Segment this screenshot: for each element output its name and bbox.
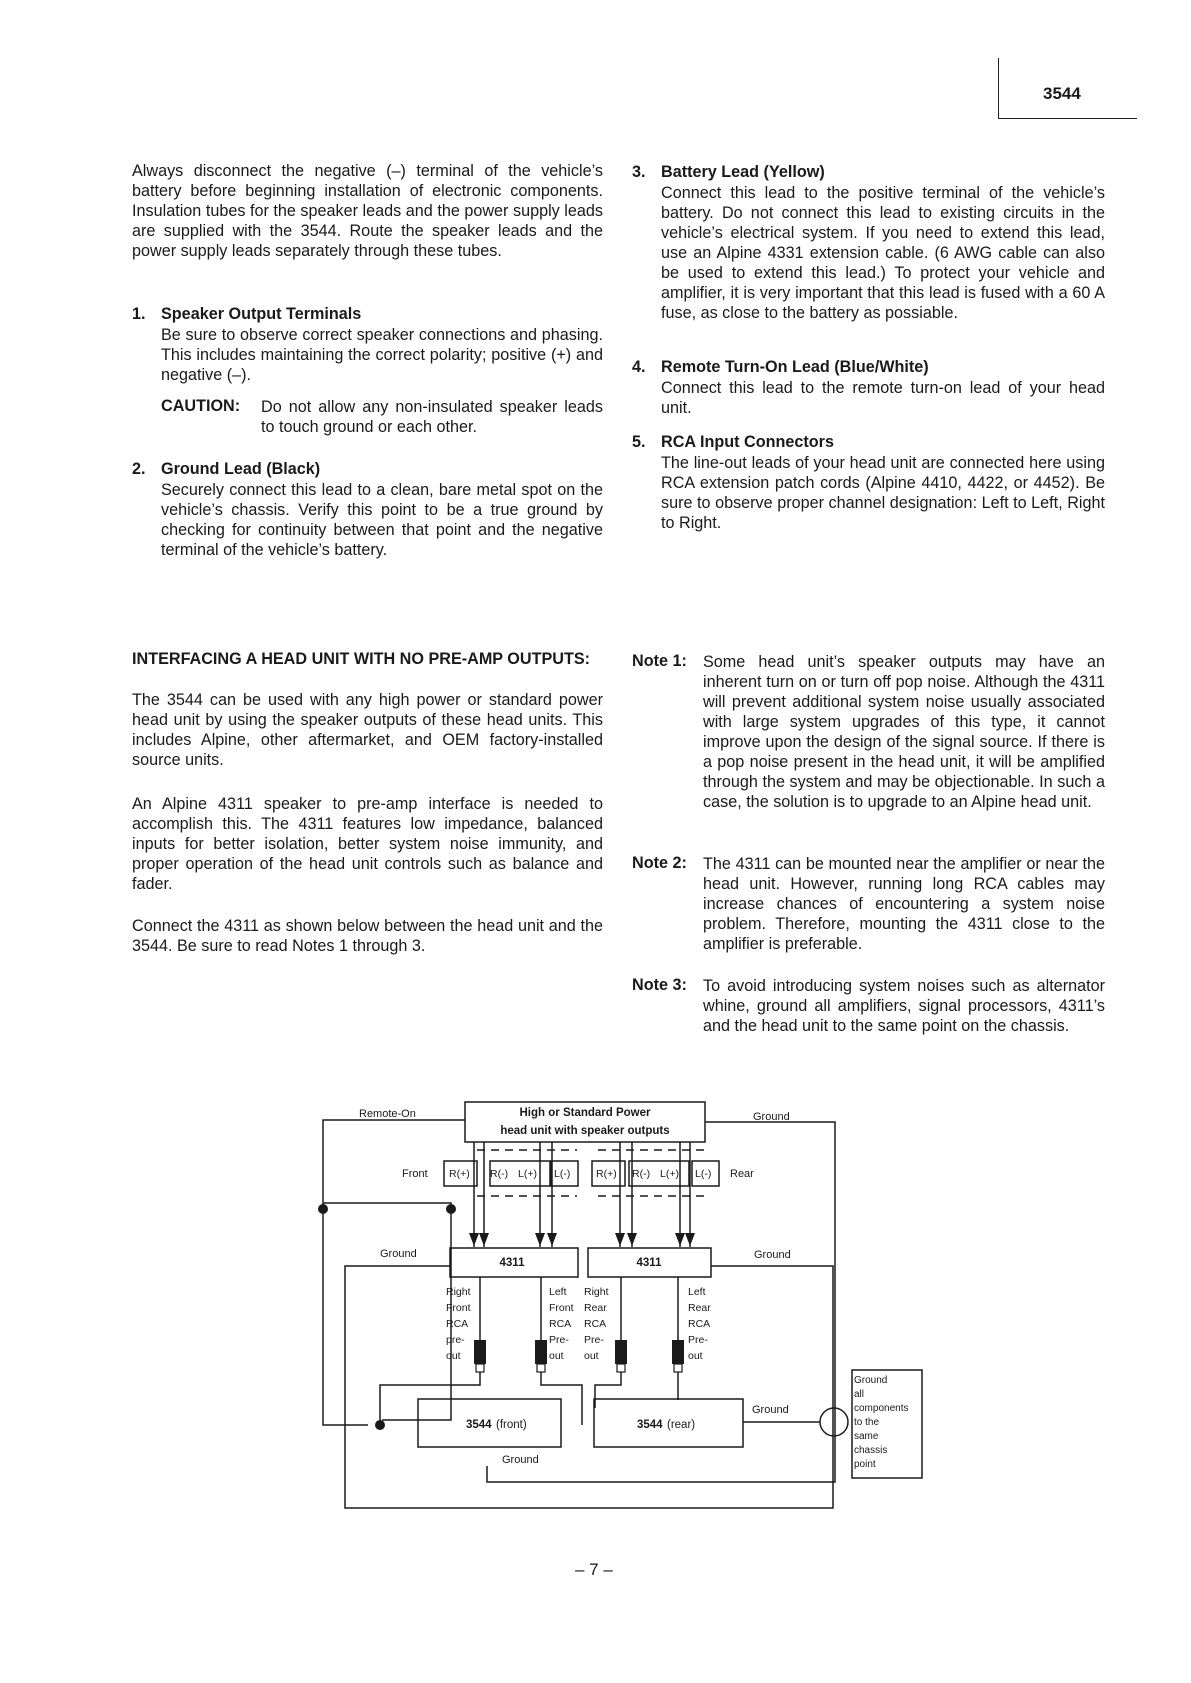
- rca-label: RCA: [688, 1318, 711, 1330]
- rca-label: Front: [446, 1302, 471, 1314]
- rca-label: Right: [446, 1286, 471, 1298]
- front-label: Front: [402, 1168, 428, 1180]
- item-title: Ground Lead (Black): [161, 460, 321, 478]
- terminal-label: L(+): [660, 1168, 679, 1180]
- ground-note-line: components: [854, 1403, 909, 1414]
- head-unit-label-line2: head unit with speaker outputs: [500, 1125, 670, 1137]
- ground-note-line: point: [854, 1459, 876, 1470]
- note-text: To avoid introducing system noises such as alternator whine, ground all amplifiers, signal processors, 4311’s and the head unit to the same point on the chassis.: [703, 977, 1105, 1035]
- rca-label: Right: [584, 1286, 609, 1298]
- item-number: 3.: [632, 163, 646, 181]
- item-body: Securely connect this lead to a clean, bare metal spot on the vehicle’s chassis. Verify this point to be a true ground by checking for continuity between that point and the negative terminal of the vehicle’s battery.: [161, 481, 603, 559]
- page-number: – 7 –: [575, 1560, 613, 1579]
- terminal-label: L(-): [554, 1168, 571, 1180]
- terminal-label: R(+): [449, 1168, 470, 1180]
- note-label: Note 3:: [632, 976, 687, 994]
- section-heading: INTERFACING A HEAD UNIT WITH NO PRE-AMP OUTPUTS:: [132, 650, 591, 668]
- rca-label: Pre-: [584, 1334, 604, 1346]
- rca-label: Rear: [584, 1302, 607, 1314]
- rca-label: Pre-: [549, 1334, 569, 1346]
- terminal-label: R(+): [596, 1168, 617, 1180]
- ground-label: Ground: [752, 1404, 789, 1416]
- rca-label: Left: [688, 1286, 706, 1298]
- rca-label: pre-: [446, 1334, 465, 1346]
- intro-paragraph: Always disconnect the negative (–) terminal of the vehicle’s battery before beginning installation of electronic components. Insulation tubes for the speaker leads and the power supply leads are supplied with the 3544. Route the speaker leads and the power supply leads separately through these tubes.: [132, 162, 603, 260]
- ground-label: Ground: [754, 1249, 791, 1261]
- section-paragraph: An Alpine 4311 speaker to pre-amp interface is needed to accomplish this. The 4311 features low impedance, balanced inputs for better isolation, better system noise immunity, and proper operation of the head unit controls such as balance and fader.: [132, 795, 603, 893]
- section-paragraph: The 3544 can be used with any high power or standard power head unit by using the speaker outputs of these head units. This includes Alpine, other aftermarket, and OEM factory-installed source units.: [132, 691, 603, 769]
- section-paragraph: Connect the 4311 as shown below between the head unit and the 3544. Be sure to read Notes 1 through 3.: [132, 917, 603, 955]
- terminal-label: L(-): [695, 1168, 712, 1180]
- rca-label: RCA: [549, 1318, 572, 1330]
- rca-label: Left: [549, 1286, 567, 1298]
- note-label: Note 2:: [632, 854, 687, 872]
- remote-branch: [323, 1203, 451, 1420]
- rca-label: out: [446, 1350, 461, 1362]
- note-label: Note 1:: [632, 652, 687, 670]
- item-title: Speaker Output Terminals: [161, 305, 362, 323]
- rca-label: RCA: [584, 1318, 607, 1330]
- rca-label: out: [584, 1350, 599, 1362]
- interface-label: 4311: [499, 1257, 525, 1269]
- ground-note-line: to the: [854, 1417, 880, 1428]
- rca-label: out: [549, 1350, 564, 1362]
- caution-text: Do not allow any non-insulated speaker leads to touch ground or each other.: [261, 398, 603, 436]
- ground-label: Ground: [380, 1248, 417, 1260]
- head-unit-label-line1: High or Standard Power: [519, 1107, 651, 1119]
- rca-label: Front: [549, 1302, 574, 1314]
- note-text: Some head unit’s speaker outputs may have an inherent turn on or turn off pop noise. Although the 4311 will prevent additional system noise usually associated with large system upgrades of this type, it cannot improve upon the design of the signal source. If there is a pop noise present in the head unit, it will be amplified through the system and may be objectionable. In such a case, the solution is to upgrade to an Alpine head unit.: [703, 653, 1105, 811]
- caution-label: CAUTION:: [161, 397, 241, 415]
- item-body: Connect this lead to the remote turn-on lead of your head unit.: [661, 379, 1105, 417]
- chassis-ground-point: [820, 1408, 848, 1436]
- terminal-label: R(-): [632, 1168, 651, 1180]
- terminal-label: L(+): [518, 1168, 537, 1180]
- ground-label: Ground: [502, 1454, 539, 1466]
- amp-front-suffix: (front): [496, 1419, 527, 1431]
- amp-front-label: 3544: [466, 1419, 492, 1431]
- item-title: Battery Lead (Yellow): [661, 163, 825, 181]
- ground-note-line: all: [854, 1389, 865, 1400]
- page-tag-number: 3544: [1043, 84, 1081, 103]
- item-number: 2.: [132, 460, 146, 478]
- rca-label: Pre-: [688, 1334, 708, 1346]
- ground-note-line: same: [854, 1431, 879, 1442]
- item-number: 1.: [132, 305, 146, 323]
- ground-label: Ground: [753, 1111, 790, 1123]
- item-body: Be sure to observe correct speaker connections and phasing. This includes maintaining the correct polarity; positive (+) and negative (–).: [161, 326, 603, 384]
- rca-label: RCA: [446, 1318, 469, 1330]
- ground-note-line: Ground: [854, 1375, 888, 1386]
- remote-on-label: Remote-On: [359, 1108, 416, 1120]
- rear-label: Rear: [730, 1168, 754, 1180]
- item-number: 5.: [632, 433, 646, 451]
- amp-rear-label: 3544: [637, 1419, 663, 1431]
- ground-note-line: chassis: [854, 1445, 888, 1456]
- item-body: The line-out leads of your head unit are connected here using RCA extension patch cords (Alpine 4410, 4422, or 4452). Be sure to observe proper channel designation: Left to Left, Right to Right.: [661, 454, 1105, 532]
- note-text: The 4311 can be mounted near the amplifier or near the head unit. However, running long RCA cables may increase chances of encountering a system noise problem. Therefore, mounting the 4311 close to the amplifier is preferable.: [703, 855, 1105, 953]
- item-title: RCA Input Connectors: [661, 433, 834, 451]
- terminal-label: R(-): [490, 1168, 509, 1180]
- rca-label: out: [688, 1350, 703, 1362]
- item-title: Remote Turn-On Lead (Blue/White): [661, 358, 929, 376]
- amp-rear-suffix: (rear): [667, 1419, 696, 1431]
- item-number: 4.: [632, 358, 646, 376]
- interface-label: 4311: [636, 1257, 662, 1269]
- item-body: Connect this lead to the positive terminal of the vehicle’s battery. Do not connect this lead to existing circuits in the vehicle’s electrical system. If you need to extend this lead, use an Alpine 4331 extension cable. (6 AWG cable can also be used to extend this lead.) To protect your vehicle and amplifier, it is very important that this lead is fused with a 60 A fuse, as close to the battery as possiable.: [661, 184, 1105, 322]
- rca-label: Rear: [688, 1302, 711, 1314]
